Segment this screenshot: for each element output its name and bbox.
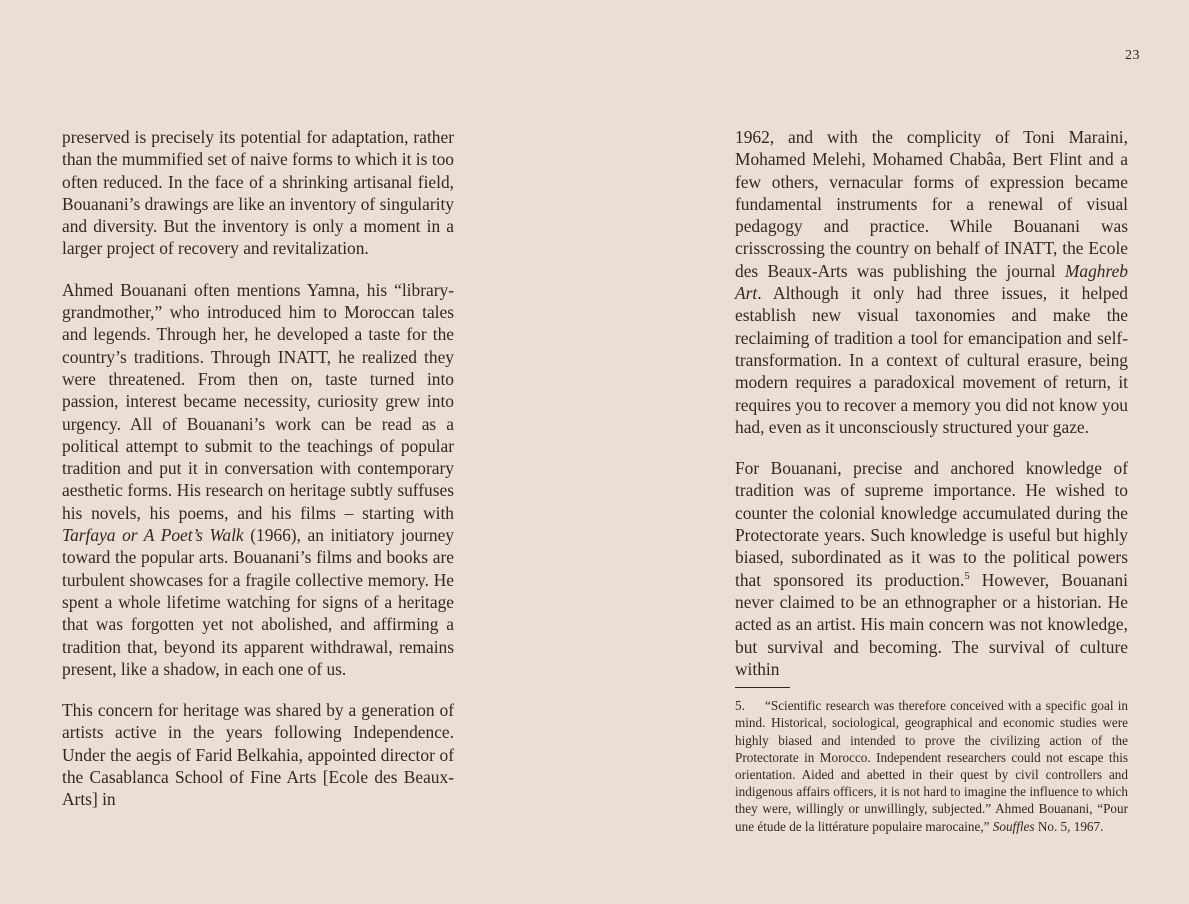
- page-number: 23: [1125, 48, 1140, 63]
- text-segment: However, Bouanani never claimed to be an ethnographer or a historian. He acted as an artist. His main concern was not knowledge, but survival and becoming. The survival of culture within: [735, 569, 1128, 679]
- paragraph: [62, 279, 454, 680]
- footnote-number: 5.: [735, 698, 745, 714]
- paragraph: [62, 126, 454, 260]
- paragraph: [735, 697, 1128, 835]
- text-segment: For Bouanani, precise and anchored knowledge of tradition was of supreme importance. He wished to counter the colonial knowledge accumulated during the Protectorate years. Such knowledge is useful but highly biased, subordinated as it was to the political powers that sponsored its production.: [735, 458, 1128, 590]
- footnote-divider: [735, 687, 790, 688]
- text-segment: No. 5, 1967.: [1034, 818, 1104, 834]
- text-segment: Tarfaya or A Poet’s Walk: [62, 525, 244, 546]
- right-column-body: [735, 126, 1128, 680]
- footnote-reference: 5: [964, 570, 970, 582]
- left-text-column: [62, 126, 454, 811]
- paragraph: [735, 457, 1128, 680]
- text-segment: 1962, and with the complicity of Toni Maraini, Mohamed Melehi, Mohamed Chabâa, Bert Flint and a few others, vernacular forms of expression became fundamental instruments for a renewal of visual pedagogy and practice. While Bouanani was crisscrossing the country on behalf of INATT, the Ecole des Beaux-Arts was publishing the journal: [735, 127, 1128, 281]
- text-segment: Ahmed Bouanani often mentions Yamna, his “library-grandmother,” who introduced him to Moroccan tales and legends. Through her, he developed a taste for the country’s traditions. Through INATT, he realized they were threatened. From then on, taste turned into passion, interest became necessity, curiosity grew into urgency. All of Bouanani’s work can be read as a political attempt to submit to the teachings of popular tradition and put it in conversation with contemporary aesthetic forms. His research on heritage subtly suffuses his novels, his poems, and his films – starting with: [62, 279, 454, 523]
- footnote: [735, 697, 1128, 835]
- text-segment: Maghreb Art: [735, 260, 1128, 304]
- text-segment: “Scientific research was therefore conceived with a specific goal in mind. Historical, sociological, geographical and economic studies were highly biased and intended to prove the civilizing action of the Protectorate in Morocco. Independent researchers could not escape this orientation. Aided and abetted in their quest by civil controllers and indigenous affairs officers, it is not hard to imagine the influence to which they were, willingly or unwillingly, subjected.” Ahmed Bouanani, “Pour une étude de la littérature populaire marocaine,”: [735, 698, 1128, 834]
- right-text-column: [735, 126, 1128, 835]
- text-segment: (1966), an initiatory journey toward the popular arts. Bouanani’s films and books are turbulent showcases for a fragile collective memory. He spent a whole lifetime watching for signs of a heritage that was forgotten yet not abolished, and affirming a tradition that, beyond its apparent withdrawal, remains present, like a shadow, in each one of us.: [62, 525, 454, 679]
- text-segment: Souffles: [992, 818, 1035, 834]
- paragraph: [735, 126, 1128, 438]
- text-segment: This concern for heritage was shared by a generation of artists active in the years following Independence. Under the aegis of Farid Belkahia, appointed director of the Casablanca School of Fine Arts [Ecole des Beaux-Arts] in: [62, 700, 454, 810]
- text-segment: . Although it only had three issues, it helped establish new visual taxonomies and make the reclaiming of tradition a tool for emancipation and self-transformation. In a context of cultural erasure, being modern requires a paradoxical movement of return, it requires you to recover a memory you did not know you had, even as it unconsciously structured your gaze.: [735, 283, 1128, 437]
- text-segment: preserved is precisely its potential for adaptation, rather than the mummified set of naive forms to which it is too often reduced. In the face of a shrinking artisanal field, Bouanani’s drawings are like an inventory of singularity and diversity. But the inventory is only a moment in a larger project of recovery and revitalization.: [62, 127, 454, 259]
- paragraph: [62, 699, 454, 810]
